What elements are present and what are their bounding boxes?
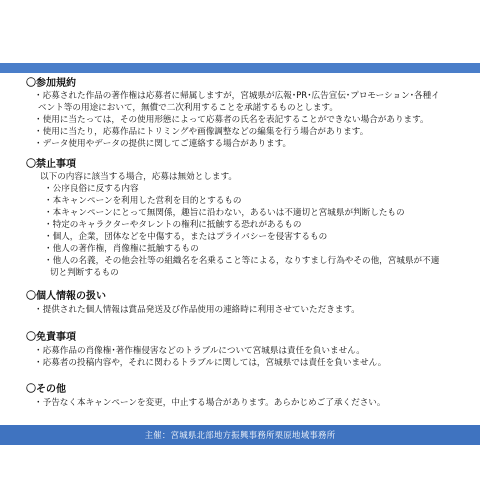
section-heading: 〇個人情報の扱い	[26, 291, 106, 302]
header-divider-bar	[0, 63, 480, 73]
text-line: ・使用に当たり，応募作品にトリミングや画像調整などの編集を行う場合があります。	[34, 127, 369, 137]
list-item-continuation: 切と判断するもの	[50, 268, 119, 278]
list-item: ・公序良俗に反する内容	[44, 184, 139, 194]
text-line: ・使用に当たっては，その使用形態によって応募者の氏名を表記することができない場合があります。	[34, 115, 429, 125]
text-line: ・データ使用やデータの提供に関してご連絡する場合があります。	[34, 139, 292, 149]
text-line: ・予告なく本キャンペーンを変更，中止する場合があります。あらかじめご了承ください。	[34, 398, 386, 408]
section-heading: 〇参加規約	[26, 78, 76, 89]
list-item: ・個人，企業，団体などを中傷する，またはプライバシーを侵害するもの	[44, 232, 328, 242]
section-heading: 〇禁止事項	[26, 159, 76, 170]
text-line: ベント等の用途において，無償で二次利用することを承諾するものとします。	[38, 103, 338, 113]
text-line: ・応募された作品の著作権は応募者に帰属しますが，宮城県が広報･PR･広告宣伝･プロモーション･各種イ	[34, 91, 440, 101]
organizer-footer: 主催：宮城県北部地方振興事務所栗原地域事務所	[0, 425, 480, 445]
list-item: ・本キャンペーンにとって無関係，趣旨に沿わない，あるいは不適切と宮城県が判断したもの	[44, 208, 405, 218]
text-line: 以下の内容に該当する場合，応募は無効とします。	[40, 172, 237, 182]
text-line: ・提供された個人情報は賞品発送及び作品使用の連絡時に利用させていただきます。	[34, 305, 360, 315]
section-heading: 〇免責事項	[26, 332, 76, 343]
text-line: ・応募者の投稿内容や，それに関わるトラブルに関しては，宮城県では責任を負いません。	[34, 358, 387, 368]
list-item: ・本キャンペーンを利用した営利を目的とするもの	[44, 196, 242, 206]
section-heading: 〇その他	[26, 384, 66, 395]
list-item: ・他人の名義，その他会社等の組織名を名乗ること等による，なりすまし行為やその他，宮城県が不適	[44, 256, 440, 266]
text-line: ・応募作品の肖像権･著作権侵害などのトラブルについて宮城県は責任を負いません。	[34, 346, 365, 356]
list-item: ・他人の著作権，肖像権に抵触するもの	[44, 244, 199, 254]
list-item: ・特定のキャラクターやタレントの権利に抵触する恐れがあるもの	[44, 220, 302, 230]
